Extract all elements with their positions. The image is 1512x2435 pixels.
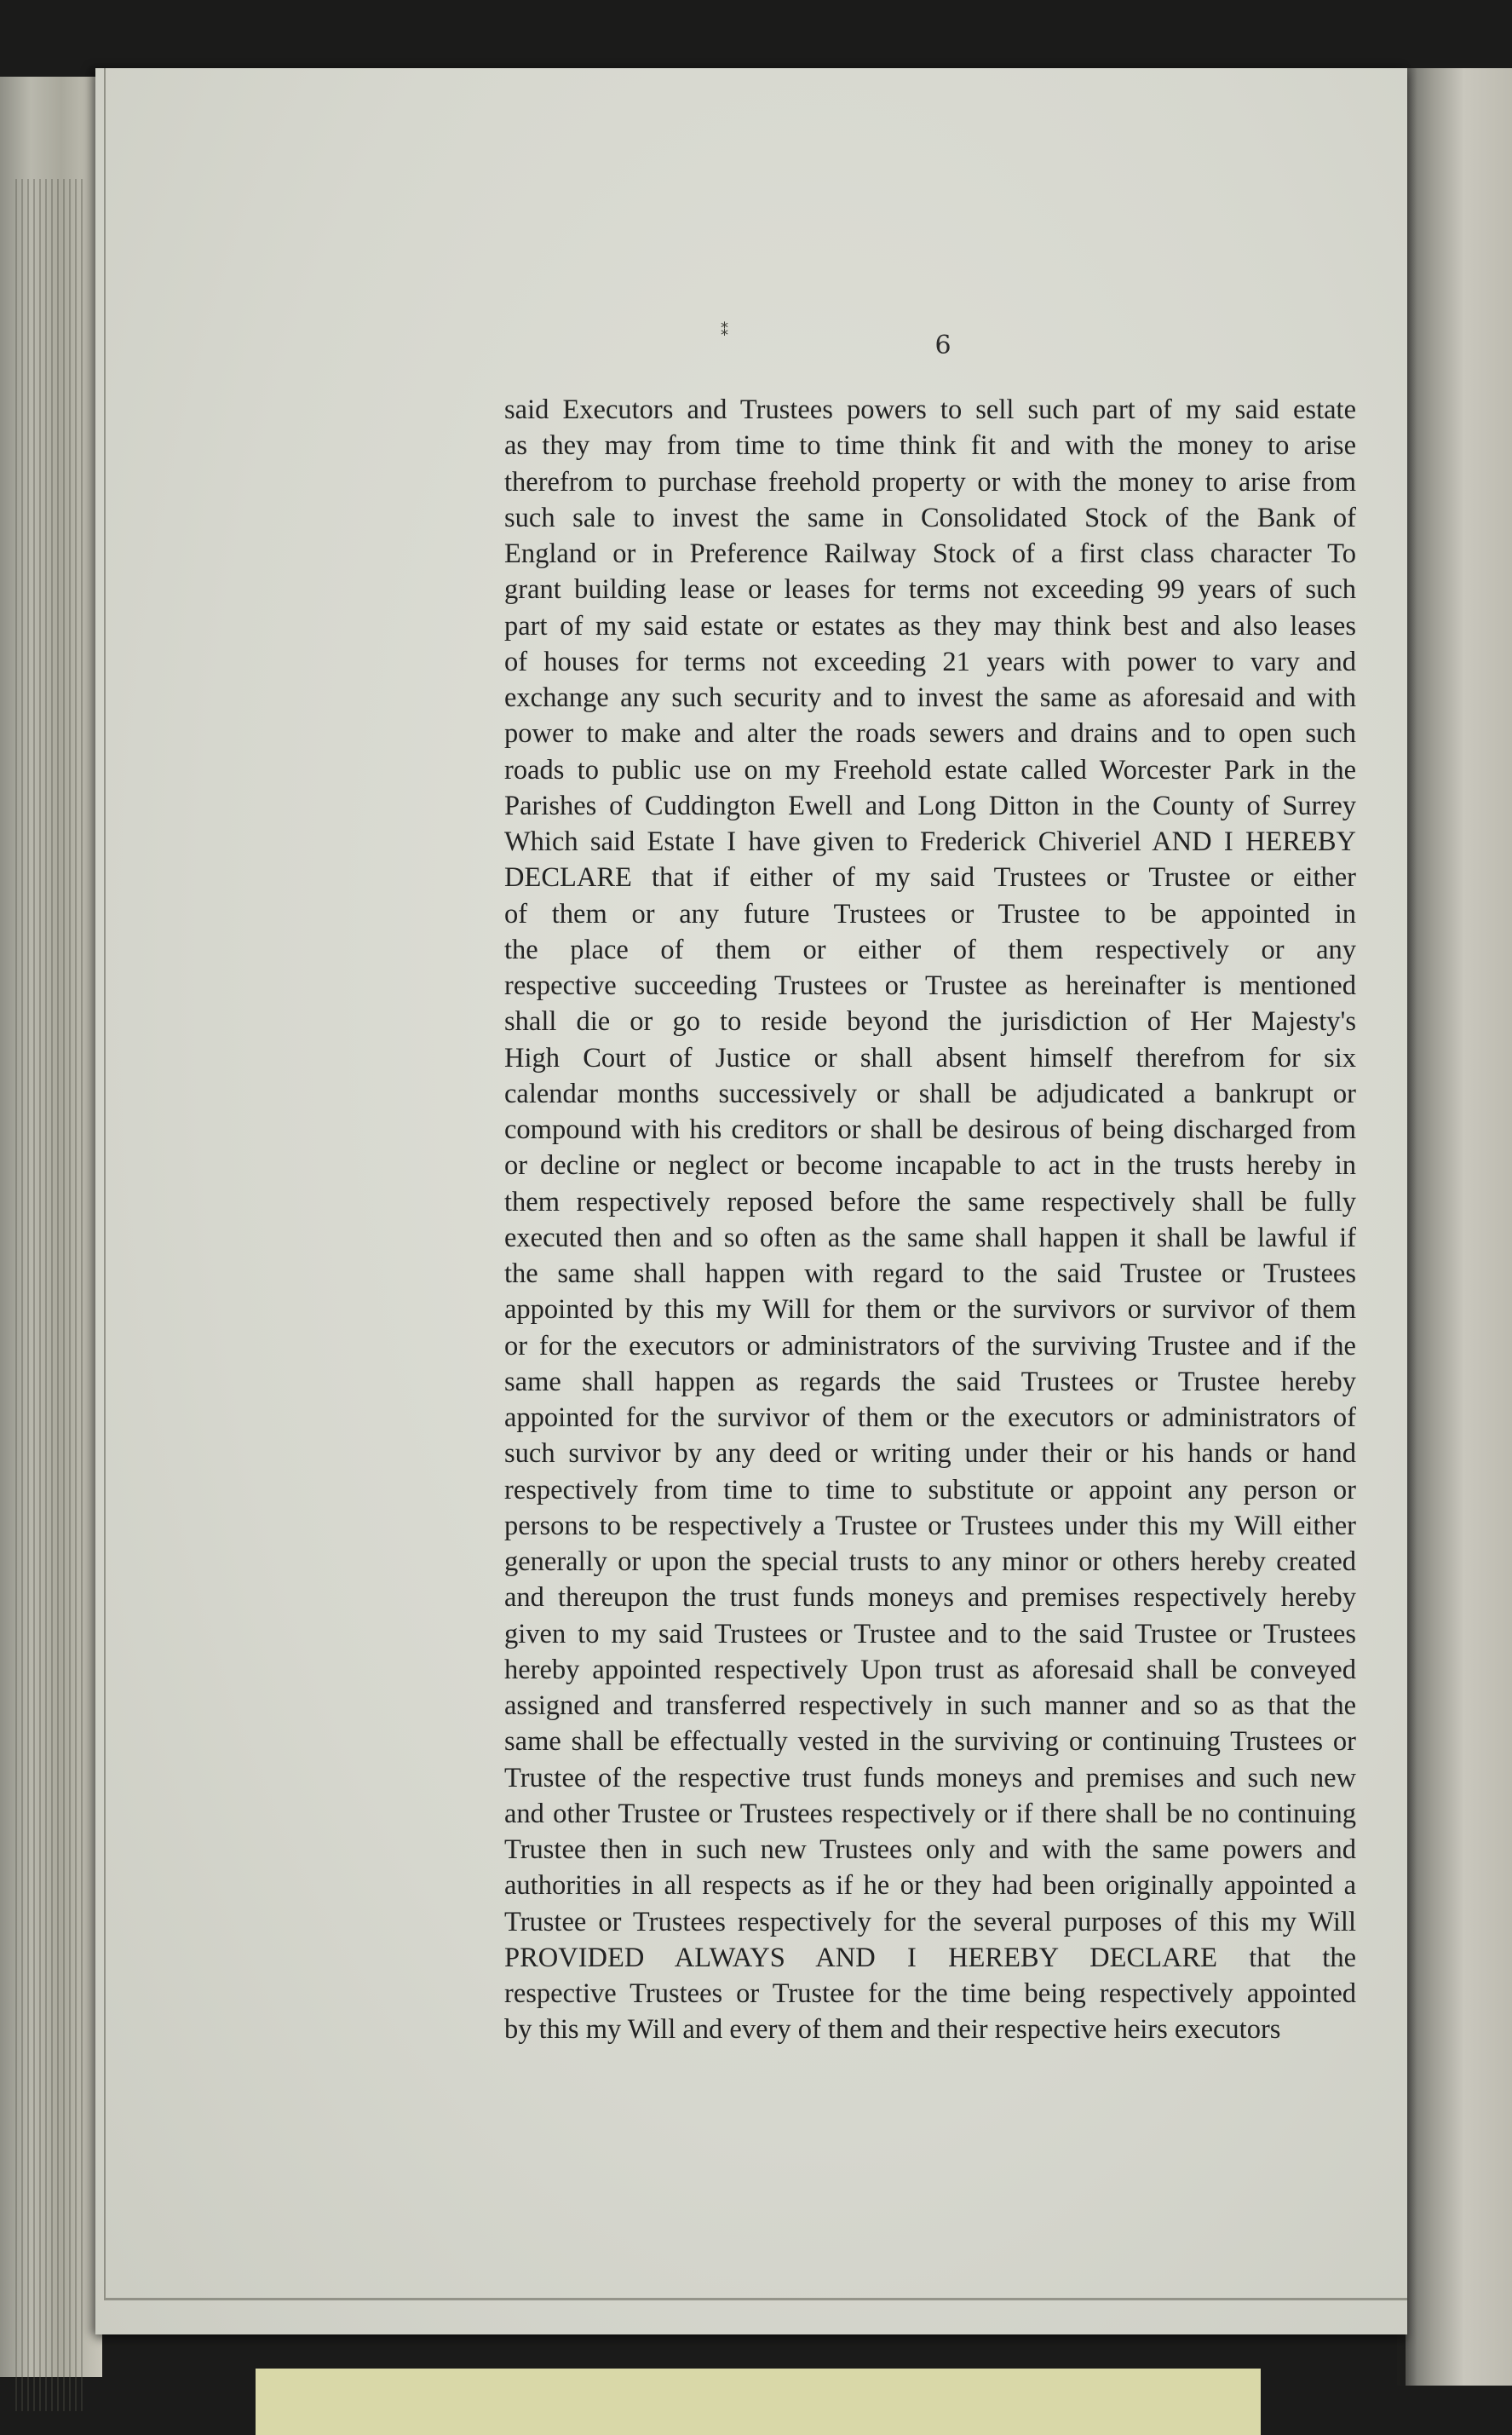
text-line: given to my said Trustees or Trustee and to the said Trustee or Trustees [504,1618,1356,1649]
text-line: hereby appointed respectively Upon trust as aforesaid shall be conveyed [504,1654,1356,1685]
text-line: appointed by this my Will for them or the survivors or survivor of them [504,1294,1356,1326]
text-line: such sale to invest the same in Consolidated Stock of the Bank of [504,502,1356,533]
text-line: England or in Preference Railway Stock of a first class character To [504,538,1356,569]
text-line: of houses for terms not exceeding 21 years with power to vary and [504,646,1356,677]
text-line: said Executors and Trustees powers to sell such part of my said estate [504,394,1356,425]
text-line: Trustee or Trustees respectively for the several purposes of this my Will [504,1906,1356,1937]
text-line: and thereupon the trust funds moneys and premises respectively hereby [504,1582,1356,1614]
text-line: PROVIDED ALWAYS AND I HEREBY DECLARE that the [504,1942,1356,1973]
text-line: and other Trustee or Trustees respectively or if there shall be no continuing [504,1798,1356,1829]
text-line: respective succeeding Trustees or Trustee as hereinafter is mentioned [504,970,1356,1001]
text-line: compound with his creditors or shall be desirous of being discharged from [504,1114,1356,1145]
document-page [95,68,1407,2334]
text-line: exchange any such security and to invest the same as aforesaid and with [504,682,1356,713]
text-line: Parishes of Cuddington Ewell and Long Ditton in the County of Surrey [504,790,1356,821]
left-page-stack [0,77,102,2377]
text-line: persons to be respectively a Trustee or Trustees under this my Will either [504,1510,1356,1541]
text-line: appointed for the survivor of them or the executors or administrators of [504,1402,1356,1433]
text-line: the place of them or either of them respectively or any [504,934,1356,965]
text-line: Trustee of the respective trust funds moneys and premises and such new [504,1762,1356,1793]
text-line: them respectively reposed before the same respectively shall be fully [504,1186,1356,1218]
text-line: roads to public use on my Freehold estate called Worcester Park in the [504,754,1356,786]
text-line: or for the executors or administrators of the surviving Trustee and if the [504,1330,1356,1361]
text-line: therefrom to purchase freehold property or with the money to arise from [504,466,1356,498]
text-line: the same shall happen with regard to the said Trustee or Trustees [504,1258,1356,1289]
text-line: executed then and so often as the same shall happen it shall be lawful if [504,1222,1356,1253]
page-number: 6 [934,331,951,360]
text-line: such survivor by any deed or writing under their or his hands or hand [504,1438,1356,1470]
text-line: respectively from time to time to substitute or appoint any person or [504,1474,1356,1505]
text-line: power to make and alter the roads sewers and drains and to open such [504,718,1356,750]
left-page-edges [15,179,83,2411]
text-line: generally or upon the special trusts to any minor or others hereby created [504,1546,1356,1577]
text-line: High Court of Justice or shall absent himself therefrom for six [504,1042,1356,1074]
right-page-stack [1406,68,1512,2386]
text-line: by this my Will and every of them and their respective heirs executors [504,2014,1281,2046]
text-line: authorities in all respects as if he or they had been originally appointed a [504,1870,1356,1902]
text-line: assigned and transferred respectively in such manner and so as that the [504,1690,1356,1721]
text-line: calendar months successively or shall be adjudicated a bankrupt or [504,1078,1356,1109]
text-line: same shall happen as regards the said Trustees or Trustee hereby [504,1366,1356,1397]
text-line: part of my said estate or estates as they may think best and also leases [504,610,1356,642]
text-line: grant building lease or leases for terms not exceeding 99 years of such [504,574,1356,606]
text-line: shall die or go to reside beyond the jurisdiction of Her Majesty's [504,1006,1356,1038]
text-line: Trustee then in such new Trustees only and with the same powers and [504,1834,1356,1865]
text-line: or decline or neglect or become incapable to act in the trusts hereby in [504,1150,1356,1182]
bottom-page-tab [256,2369,1261,2435]
will-text-body [504,392,1356,2048]
ink-speck: ⁑ [721,322,728,340]
text-line: as they may from time to time think fit and with the money to arise [504,430,1356,462]
text-line: of them or any future Trustees or Trustee to be appointed in [504,898,1356,930]
text-line: same shall be effectually vested in the surviving or continuing Trustees or [504,1726,1356,1758]
text-line: DECLARE that if either of my said Trustees or Trustee or either [504,862,1356,894]
text-line: Which said Estate I have given to Frederick Chiveriel AND I HEREBY [504,826,1356,857]
text-line: respective Trustees or Trustee for the time being respectively appointed [504,1978,1356,2009]
